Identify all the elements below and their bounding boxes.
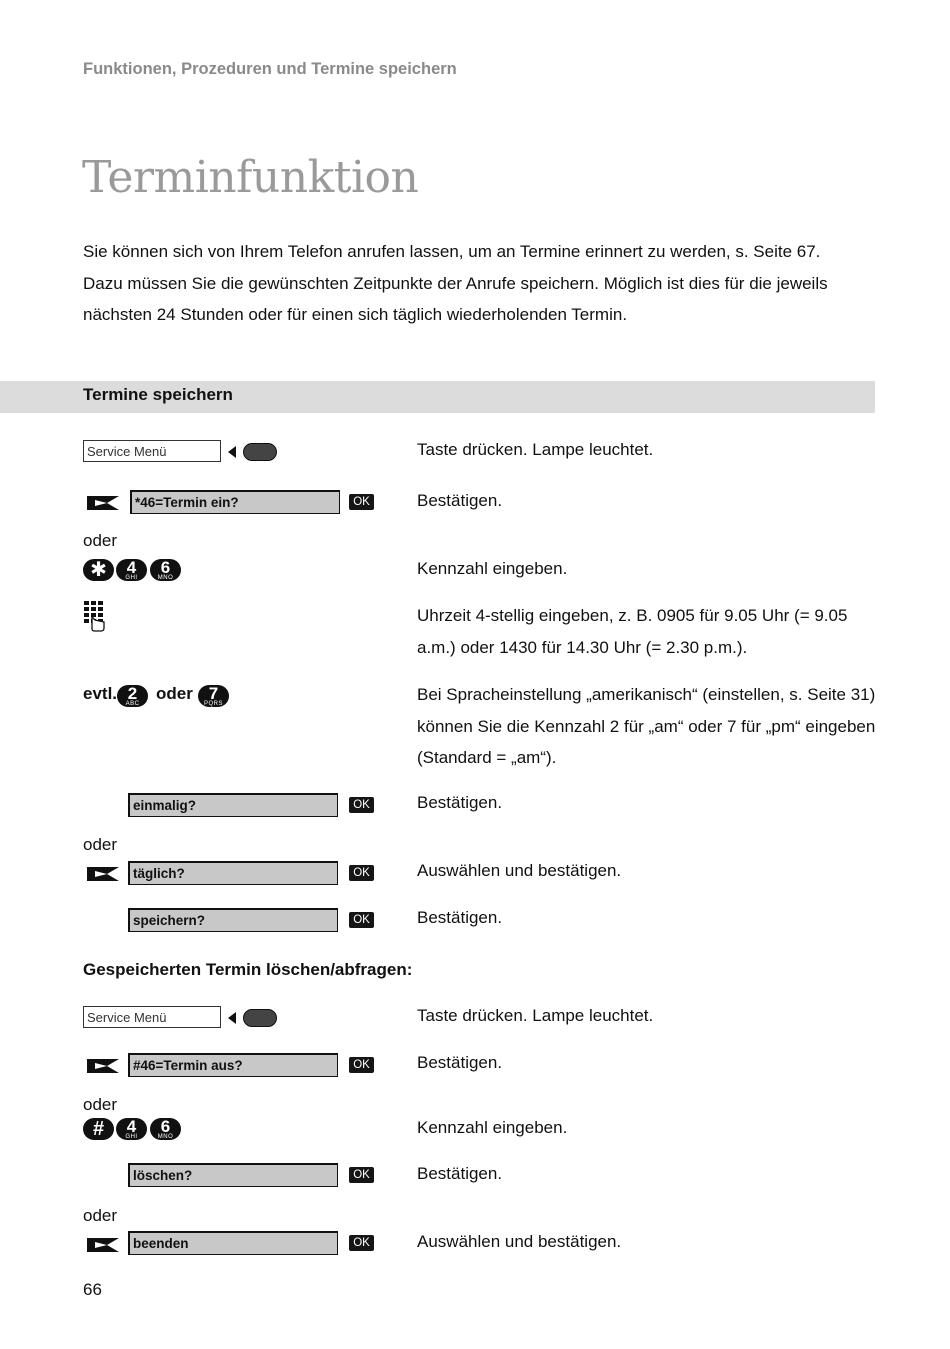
pointer-arrow-icon [228,1012,236,1024]
step-description: Auswählen und bestätigen. [417,861,622,880]
service-menu-key[interactable] [243,1009,277,1027]
keypad-icon [83,600,107,632]
oder-label: oder [83,1095,118,1114]
step-description: Kennzahl eingeben. [417,1118,568,1137]
step-description: Bestätigen. [417,1053,503,1072]
key-symbol: ✱ [90,559,107,581]
key-letters: GHI [125,1134,138,1140]
step-description: Bestätigen. [417,908,503,927]
ok-button[interactable]: OK [349,1167,374,1183]
key-letters: ABC [125,701,140,707]
digit-key-4[interactable] [116,559,147,581]
ok-button[interactable]: OK [349,494,374,510]
display-beenden: beenden [128,1231,338,1255]
running-head: Funktionen, Prozeduren und Termine speichern [83,60,457,78]
step-description: Uhrzeit 4-stellig eingeben, z. B. 0905 für 9.05 Uhr (= 9.05 a.m.) oder 1430 für 14.30 Uhr (= 2.30 p.m.). [417,606,848,657]
key-letters: MNO [157,1134,174,1140]
digit-key-4[interactable] [116,1118,147,1140]
step-description: Taste drücken. Lampe leuchtet. [417,1006,654,1025]
ok-button[interactable]: OK [349,1235,374,1251]
digit-key-6[interactable] [150,559,181,581]
evtl-label: evtl. [83,684,118,703]
oder-label: oder [83,1206,118,1225]
step-description: Kennzahl eingeben. [417,559,568,578]
section-title-termine-speichern: Termine speichern [83,385,233,404]
step-description: Bestätigen. [417,1164,503,1183]
display-einmalig: einmalig? [128,793,338,817]
display-termin-ein: *46=Termin ein? [130,490,340,514]
step-description: Bestätigen. [417,491,503,510]
hash-key[interactable] [83,1118,114,1140]
service-menu-label: Service Menü [83,1006,221,1028]
key-letters: PQRS [203,701,223,707]
key-letters: MNO [157,575,174,581]
key-letters: GHI [125,575,138,581]
display-loeschen: löschen? [128,1163,338,1187]
evtl-oder-label: oder [156,684,193,703]
page-number: 66 [83,1280,102,1299]
key-digit: 4 [126,558,137,577]
nav-forward-key-icon[interactable] [85,1058,121,1074]
digit-key-7[interactable] [198,685,229,707]
service-menu-label: Service Menü [83,440,221,462]
digit-key-2[interactable] [117,685,148,707]
key-digit: 7 [208,684,219,703]
oder-label: oder [83,531,118,550]
ok-button[interactable]: OK [349,797,374,813]
key-digit: 4 [126,1117,137,1136]
step-description: Bestätigen. [417,793,503,812]
key-digit: 2 [127,684,138,703]
oder-label: oder [83,835,118,854]
step-description: Auswählen und bestätigen. [417,1232,622,1251]
star-key[interactable] [83,559,114,581]
step-description: Bei Spracheinstellung „amerikanisch“ (einstellen, s. Seite 31) können Sie die Kennzahl 2 für „am“ oder 7 für „pm“ eingeben (Standard = „am“). [417,685,876,767]
service-menu-key[interactable] [243,443,277,461]
intro-line-2: Dazu müssen Sie die gewünschten Zeitpunkte der Anrufe speichern. Möglich ist dies für die jeweils nächsten 24 Stunden oder für einen sich täglich wiederholenden Termin. [83,273,828,324]
key-digit: 6 [160,1117,171,1136]
ok-button[interactable]: OK [349,1057,374,1073]
nav-forward-key-icon[interactable] [85,495,121,511]
step-description: Taste drücken. Lampe leuchtet. [417,440,654,459]
display-taeglich: täglich? [128,861,338,885]
page-title: Terminfunktion [82,152,419,203]
ok-button[interactable]: OK [349,865,374,881]
digit-key-6[interactable] [150,1118,181,1140]
key-symbol: # [92,1118,105,1140]
key-digit: 6 [160,558,171,577]
nav-forward-key-icon[interactable] [85,1237,121,1253]
display-termin-aus: #46=Termin aus? [128,1053,338,1077]
section-title-termin-loeschen: Gespeicherten Termin löschen/abfragen: [83,960,413,979]
intro-line-1: Sie können sich von Ihrem Telefon anrufen lassen, um an Termine erinnert zu werden, s. Seite 67. [83,242,821,261]
display-speichern: speichern? [128,908,338,932]
ok-button[interactable]: OK [349,912,374,928]
nav-forward-key-icon[interactable] [85,866,121,882]
pointer-arrow-icon [228,446,236,458]
intro-text [83,236,883,331]
